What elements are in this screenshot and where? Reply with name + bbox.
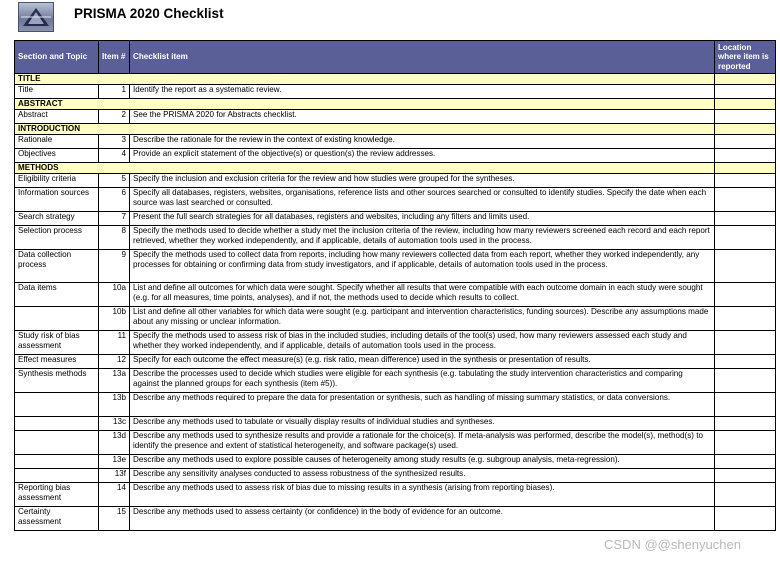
table-row <box>15 226 776 250</box>
item-number-cell: 13f <box>99 469 130 483</box>
item-number-cell: 2 <box>99 110 130 124</box>
checklist-text-cell: Describe any methods used to synthesize results and provide a rationale for the choice(s). If meta-analysis was performed, describe the model(s), method(s) to identify the presence and extent of statistical heterogeneity, and software package(s) used. <box>130 431 715 455</box>
topic-cell: Objectives <box>15 149 99 163</box>
topic-cell: Abstract <box>15 110 99 124</box>
item-number-cell: 13c <box>99 417 130 431</box>
item-number-cell: 9 <box>99 250 130 283</box>
checklist-text-cell: Specify all databases, registers, websites, organisations, reference lists and other sources searched or consulted to identify studies. Specify the date when each source was last searched or consulted. <box>130 188 715 212</box>
checklist-text-cell: Identify the report as a systematic review. <box>130 85 715 99</box>
section-label: INTRODUCTION <box>15 124 715 135</box>
topic-cell: Data collection process <box>15 250 99 283</box>
section-label: ABSTRACT <box>15 99 715 110</box>
header-location: Location where item is reported <box>715 41 776 74</box>
table-row <box>15 507 776 531</box>
item-number-cell: 1 <box>99 85 130 99</box>
table-row <box>15 417 776 431</box>
table-row <box>15 188 776 212</box>
checklist-text-cell: Describe any methods used to tabulate or visually display results of individual studies and syntheses. <box>130 417 715 431</box>
checklist-text-cell: Describe any methods used to assess certainty (or confidence) in the body of evidence for an outcome. <box>130 507 715 531</box>
table-header-row <box>15 41 776 74</box>
table-row <box>15 307 776 331</box>
table-row <box>15 149 776 163</box>
location-cell <box>715 99 776 110</box>
location-cell[interactable] <box>715 455 776 469</box>
checklist-text-cell: Describe any methods required to prepare the data for presentation or synthesis, such as handling of missing summary statistics, or data conversions. <box>130 393 715 417</box>
location-cell <box>715 124 776 135</box>
checklist-text-cell: List and define all outcomes for which data were sought. Specify whether all results that were compatible with each outcome domain in each study were sought (e.g. for all measures, time points, analyses), and if not, the methods used to decide which results to collect. <box>130 283 715 307</box>
location-cell[interactable] <box>715 135 776 149</box>
location-cell[interactable] <box>715 331 776 355</box>
checklist-text-cell: Provide an explicit statement of the objective(s) or question(s) the review addresses. <box>130 149 715 163</box>
section-row <box>15 99 776 110</box>
table-row <box>15 283 776 307</box>
checklist-text-cell: Describe the rationale for the review in the context of existing knowledge. <box>130 135 715 149</box>
table-row <box>15 455 776 469</box>
table-row <box>15 250 776 283</box>
location-cell[interactable] <box>715 149 776 163</box>
checklist-text-cell: Describe the processes used to decide which studies were eligible for each synthesis (e.g. tabulating the study intervention characteristics and comparing against the planned groups for each synthesis (item #5)). <box>130 369 715 393</box>
table-body <box>15 74 776 531</box>
item-number-cell: 8 <box>99 226 130 250</box>
topic-cell <box>15 455 99 469</box>
item-number-cell: 13b <box>99 393 130 417</box>
location-cell[interactable] <box>715 507 776 531</box>
topic-cell: Effect measures <box>15 355 99 369</box>
location-cell[interactable] <box>715 250 776 283</box>
checklist-text-cell: Specify for each outcome the effect measure(s) (e.g. risk ratio, mean difference) used in the synthesis or presentation of results. <box>130 355 715 369</box>
checklist-text-cell: Specify the methods used to collect data from reports, including how many reviewers collected data from each report, whether they worked independently, any processes for obtaining or confirming data from study investigators, and if applicable, details of automation tools used in the process. <box>130 250 715 283</box>
checklist-text-cell: Describe any sensitivity analyses conducted to assess robustness of the synthesized results. <box>130 469 715 483</box>
item-number-cell: 5 <box>99 174 130 188</box>
checklist-text-cell: Present the full search strategies for all databases, registers and websites, including any filters and limits used. <box>130 212 715 226</box>
topic-cell: Selection process <box>15 226 99 250</box>
location-cell <box>715 163 776 174</box>
header-section: Section and Topic <box>15 41 99 74</box>
topic-cell <box>15 417 99 431</box>
topic-cell: Synthesis methods <box>15 369 99 393</box>
location-cell[interactable] <box>715 212 776 226</box>
table-row <box>15 431 776 455</box>
checklist-text-cell: See the PRISMA 2020 for Abstracts checklist. <box>130 110 715 124</box>
item-number-cell: 14 <box>99 483 130 507</box>
topic-cell: Eligibility criteria <box>15 174 99 188</box>
location-cell[interactable] <box>715 431 776 455</box>
table-row <box>15 135 776 149</box>
item-number-cell: 12 <box>99 355 130 369</box>
item-number-cell: 10b <box>99 307 130 331</box>
topic-cell: Information sources <box>15 188 99 212</box>
section-row <box>15 163 776 174</box>
table-row <box>15 174 776 188</box>
item-number-cell: 13d <box>99 431 130 455</box>
table-row <box>15 469 776 483</box>
checklist-text-cell: Describe any methods used to explore possible causes of heterogeneity among study results (e.g. subgroup analysis, meta-regression). <box>130 455 715 469</box>
location-cell[interactable] <box>715 483 776 507</box>
section-label: TITLE <box>15 74 715 85</box>
table-row <box>15 110 776 124</box>
topic-cell <box>15 431 99 455</box>
table-row <box>15 393 776 417</box>
item-number-cell: 13a <box>99 369 130 393</box>
watermark: CSDN @@shenyuchen <box>604 537 741 552</box>
header-item-number: Item # <box>99 41 130 74</box>
location-cell[interactable] <box>715 283 776 307</box>
location-cell <box>715 74 776 85</box>
location-cell[interactable] <box>715 174 776 188</box>
checklist-text-cell: List and define all other variables for which data were sought (e.g. participant and intervention characteristics, funding sources). Describe any assumptions made about any missing or unclear information. <box>130 307 715 331</box>
topic-cell: Study risk of bias assessment <box>15 331 99 355</box>
checklist-text-cell: Specify the methods used to decide whether a study met the inclusion criteria of the review, including how many reviewers screened each record and each report retrieved, whether they worked independently, and if applicable, details of automation tools used in the process. <box>130 226 715 250</box>
item-number-cell: 6 <box>99 188 130 212</box>
location-cell[interactable] <box>715 417 776 431</box>
table-row <box>15 212 776 226</box>
location-cell[interactable] <box>715 85 776 99</box>
item-number-cell: 10a <box>99 283 130 307</box>
location-cell[interactable] <box>715 307 776 331</box>
table-row <box>15 483 776 507</box>
item-number-cell: 15 <box>99 507 130 531</box>
location-cell[interactable] <box>715 110 776 124</box>
table-row <box>15 85 776 99</box>
section-label: METHODS <box>15 163 715 174</box>
location-cell[interactable] <box>715 188 776 212</box>
topic-cell: Reporting bias assessment <box>15 483 99 507</box>
prisma-logo-icon <box>18 2 54 32</box>
topic-cell <box>15 307 99 331</box>
table-row <box>15 369 776 393</box>
topic-cell: Rationale <box>15 135 99 149</box>
topic-cell <box>15 393 99 417</box>
location-cell[interactable] <box>715 355 776 369</box>
checklist-text-cell: Describe any methods used to assess risk of bias due to missing results in a synthesis (arising from reporting biases). <box>130 483 715 507</box>
table-row <box>15 355 776 369</box>
item-number-cell: 7 <box>99 212 130 226</box>
topic-cell: Certainty assessment <box>15 507 99 531</box>
item-number-cell: 3 <box>99 135 130 149</box>
section-row <box>15 74 776 85</box>
checklist-text-cell: Specify the methods used to assess risk of bias in the included studies, including details of the tool(s) used, how many reviewers assessed each study and whether they worked independently, and if applicable, details of automation tools used in the process. <box>130 331 715 355</box>
section-row <box>15 124 776 135</box>
location-cell[interactable] <box>715 369 776 393</box>
item-number-cell: 13e <box>99 455 130 469</box>
location-cell[interactable] <box>715 469 776 483</box>
page-title: PRISMA 2020 Checklist <box>74 6 224 21</box>
topic-cell <box>15 469 99 483</box>
checklist-text-cell: Specify the inclusion and exclusion criteria for the review and how studies were grouped for the syntheses. <box>130 174 715 188</box>
location-cell[interactable] <box>715 393 776 417</box>
table-row <box>15 331 776 355</box>
topic-cell: Title <box>15 85 99 99</box>
topic-cell: Data items <box>15 283 99 307</box>
item-number-cell: 11 <box>99 331 130 355</box>
location-cell[interactable] <box>715 226 776 250</box>
header-checklist-item: Checklist item <box>130 41 715 74</box>
item-number-cell: 4 <box>99 149 130 163</box>
topic-cell: Search strategy <box>15 212 99 226</box>
checklist-table <box>14 40 776 531</box>
